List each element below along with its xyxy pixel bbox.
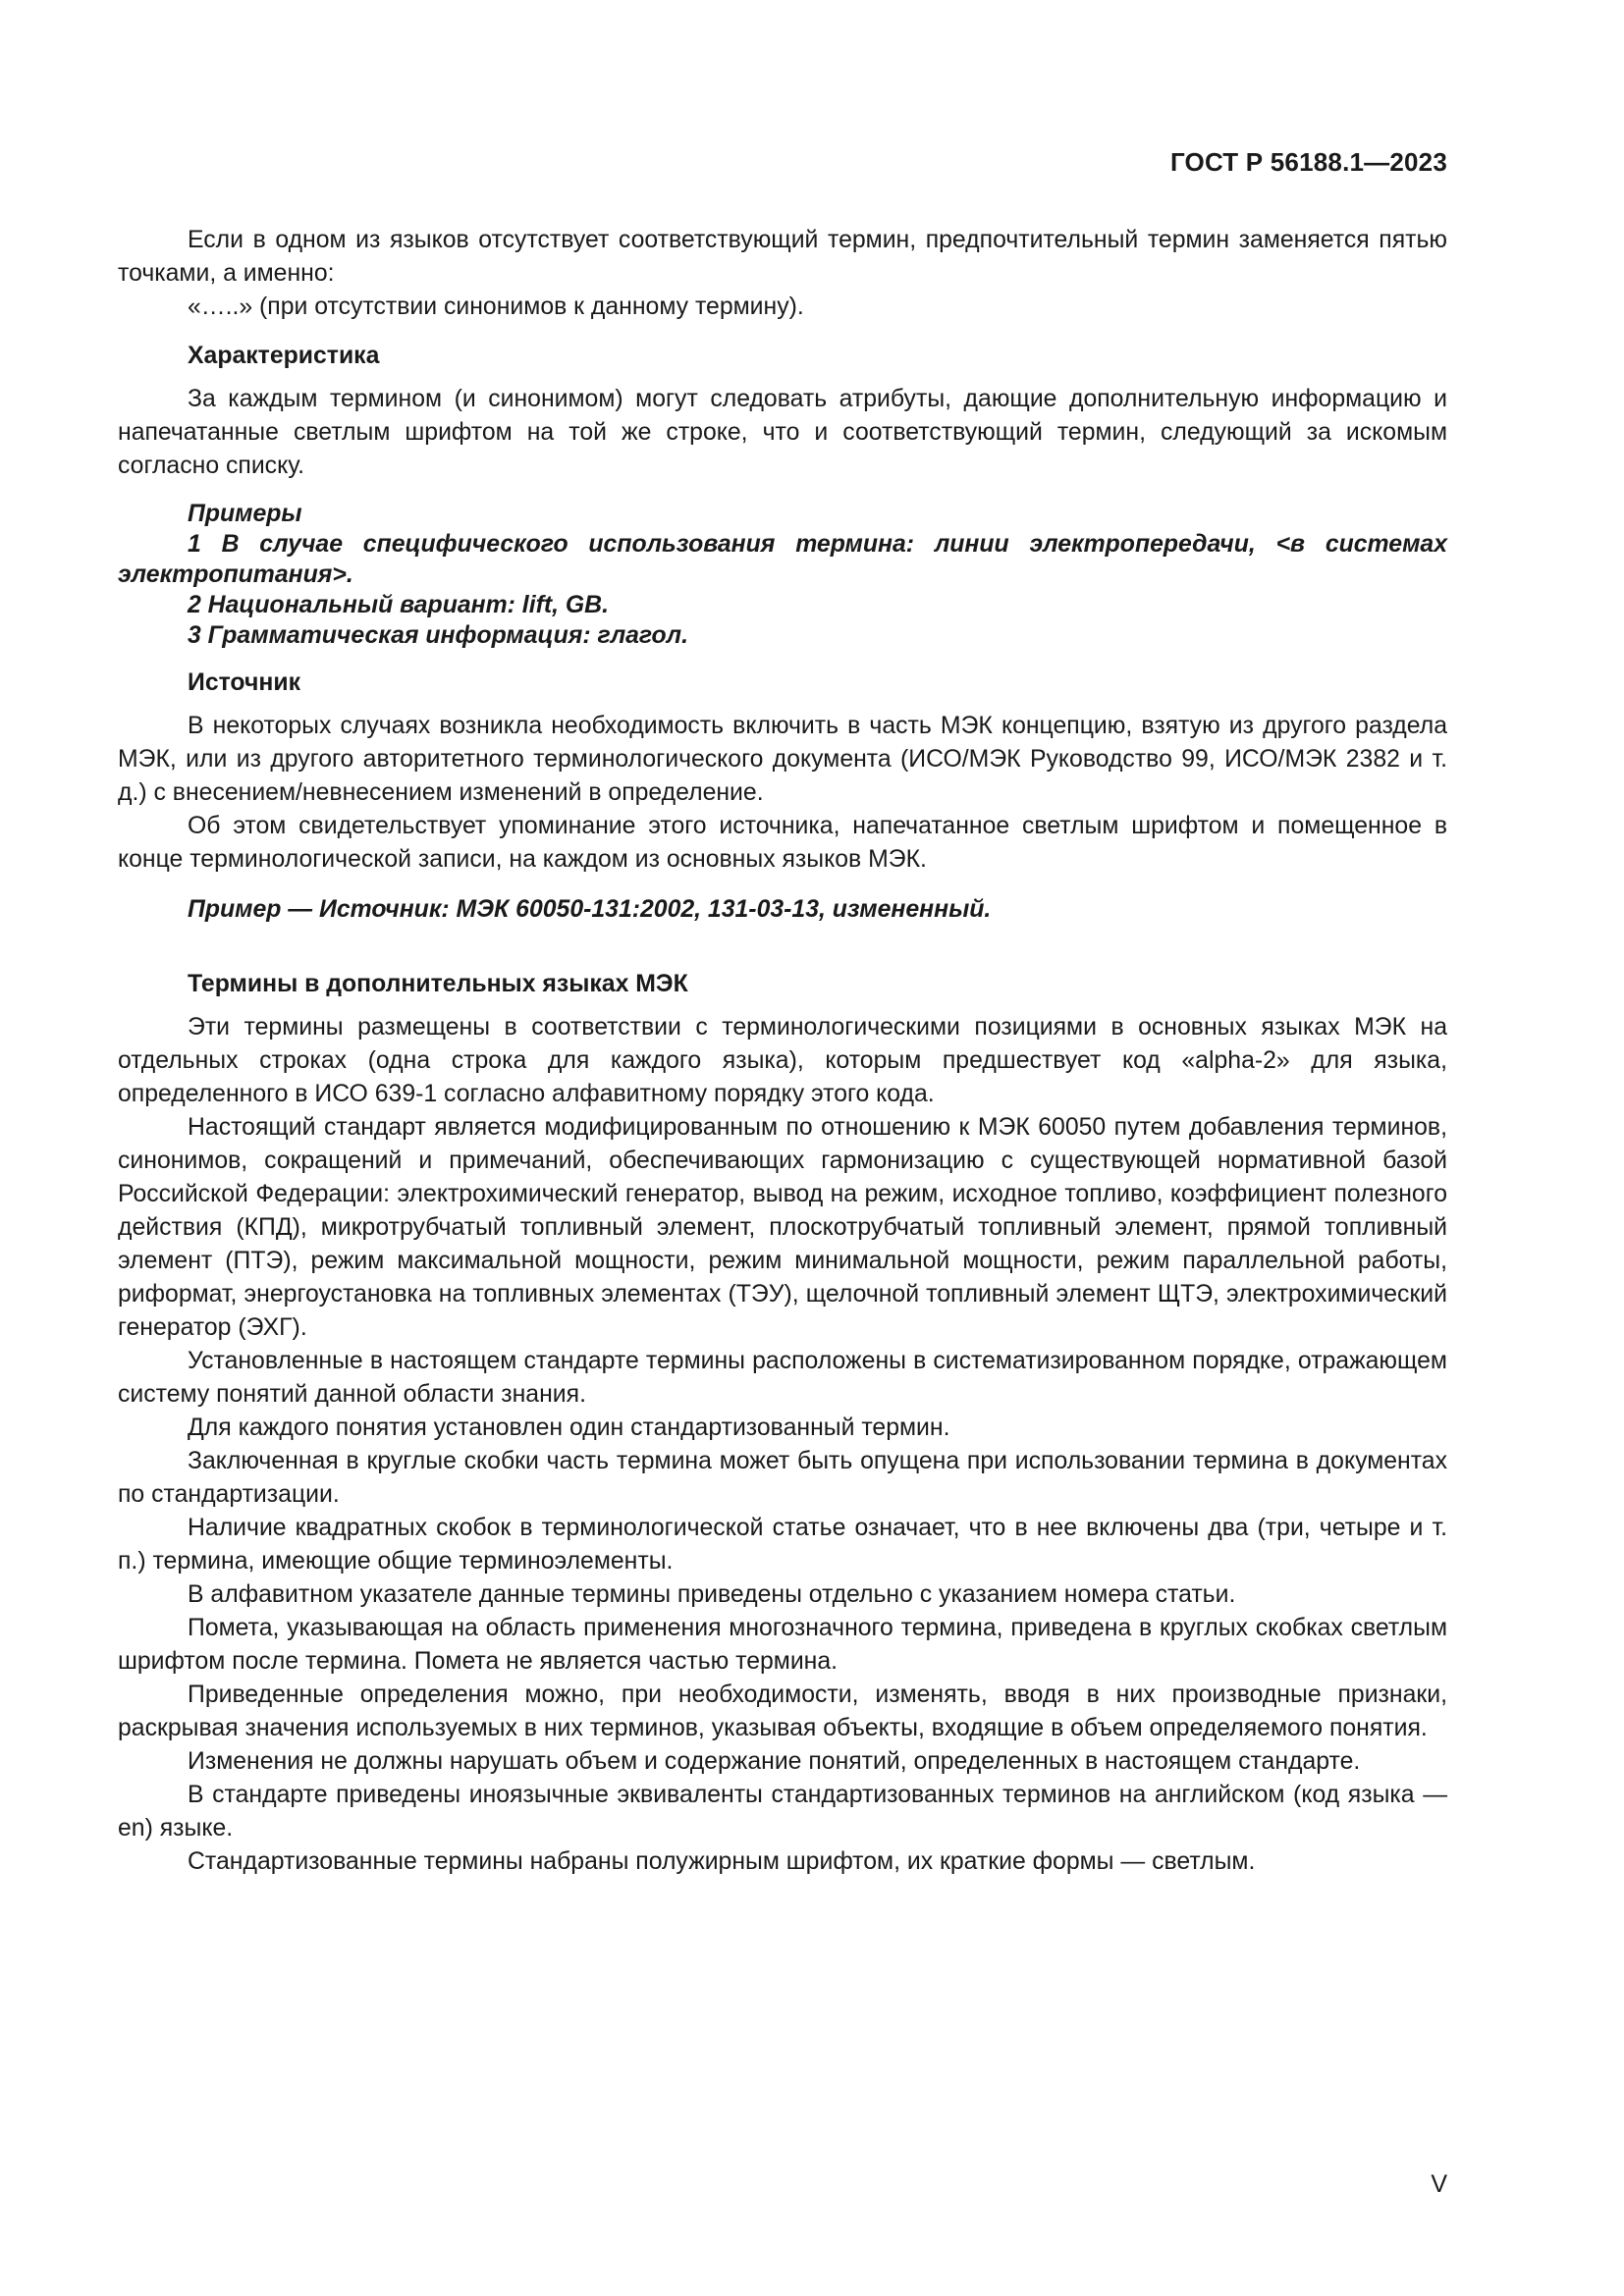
paragraph: Приведенные определения можно, при необходимости, изменять, вводя в них производные признаки, раскрывая значения используемых в них терминов, указывая объекты, входящие в объем определяемого понятия. <box>118 1682 1447 1741</box>
example-item: 1 В случае специфического использования термина: линии электропередачи, <в системах электропитания>. <box>118 531 1447 588</box>
paragraph: Об этом свидетельствует упоминание этого источника, напечатанное светлым шрифтом и помещенное в конце терминологической записи, на каждом из основных языков МЭК. <box>118 813 1447 873</box>
document-page <box>118 0 1447 2296</box>
example-item: 3 Грамматическая информация: глагол. <box>188 622 688 649</box>
paragraph: Установленные в настоящем стандарте термины расположены в систематизированном порядке, отражающем систему понятий данной области знания. <box>118 1348 1447 1408</box>
document-header: ГОСТ Р 56188.1—2023 <box>1169 147 1447 177</box>
paragraph: Помета, указывающая на область применения многозначного термина, приведена в круглых скобках светлым шрифтом после термина. Помета не является частью термина. <box>118 1615 1447 1675</box>
section-heading-additional-languages: Термины в дополнительных языках МЭК <box>188 971 688 997</box>
paragraph: Для каждого понятия установлен один стандартизованный термин. <box>188 1415 950 1441</box>
section-heading-source: Источник <box>188 669 300 696</box>
paragraph: Изменения не должны нарушать объем и содержание понятий, определенных в настоящем стандарте. <box>188 1748 1361 1775</box>
paragraph: В алфавитном указателе данные термины приведены отдельно с указанием номера статьи. <box>188 1581 1236 1608</box>
paragraph: В некоторых случаях возникла необходимость включить в часть МЭК концепцию, взятую из другого раздела МЭК, или из другого авторитетного терминологического документа (ИСО/МЭК Руководство 99, ИСО/МЭК 2382 и т. д.) с внесением/невнесением изменений в определение. <box>118 713 1447 806</box>
paragraph: Стандартизованные термины набраны полужирным шрифтом, их краткие формы — светлым. <box>188 1848 1256 1875</box>
document-body <box>118 224 1447 1879</box>
paragraph: Наличие квадратных скобок в терминологической статье означает, что в нее включены два (три, четыре и т. п.) термина, имеющие общие терминоэлементы. <box>118 1515 1447 1575</box>
paragraph: Заключенная в круглые скобки часть термина может быть опущена при использовании термина в документах по стандартизации. <box>118 1448 1447 1508</box>
paragraph: «…..» (при отсутствии синонимов к данному термину). <box>188 294 804 320</box>
section-heading-characteristic: Характеристика <box>188 343 380 369</box>
example-item: 2 Национальный вариант: lift, GB. <box>188 592 609 618</box>
paragraph: В стандарте приведены иноязычные эквиваленты стандартизованных терминов на английском (код языка — en) языке. <box>118 1782 1447 1842</box>
page-number: V <box>1431 2170 1447 2198</box>
examples-title: Примеры <box>188 501 302 527</box>
paragraph: Эти термины размещены в соответствии с терминологическими позициями в основных языках МЭК на отдельных строках (одна строка для каждого языка), которым предшествует код «alpha-2» для языка, определенного в ИСО 639-1 согласно алфавитному порядку этого кода. <box>118 1014 1447 1107</box>
examples-block <box>118 499 1447 651</box>
paragraph: Настоящий стандарт является модифицированным по отношению к МЭК 60050 путем добавления терминов, синонимов, сокращений и примечаний, обеспечивающих гармонизацию с существующей нормативной базой Российской Федерации: электрохимический генератор, вывод на режим, исходное топливо, коэффициент полезного действия (КПД), микротрубчатый топливный элемент, плоскотрубчатый топливный элемент, прямой топливный элемент (ПТЭ), режим максимальной мощности, режим минимальной мощности, режим параллельной работы, риформат, энергоустановка на топливных элементах (ТЭУ), щелочной топливный элемент ЩТЭ, электрохимический генератор (ЭХГ). <box>118 1114 1447 1341</box>
paragraph: Если в одном из языков отсутствует соответствующий термин, предпочтительный термин заменяется пятью точками, а именно: <box>118 227 1447 287</box>
paragraph: За каждым термином (и синонимом) могут следовать атрибуты, дающие дополнительную информацию и напечатанные светлым шрифтом на той же строке, что и соответствующий термин, следующий за искомым согласно списку. <box>118 386 1447 479</box>
source-example: Пример — Источник: МЭК 60050-131:2002, 131-03-13, измененный. <box>188 896 992 923</box>
